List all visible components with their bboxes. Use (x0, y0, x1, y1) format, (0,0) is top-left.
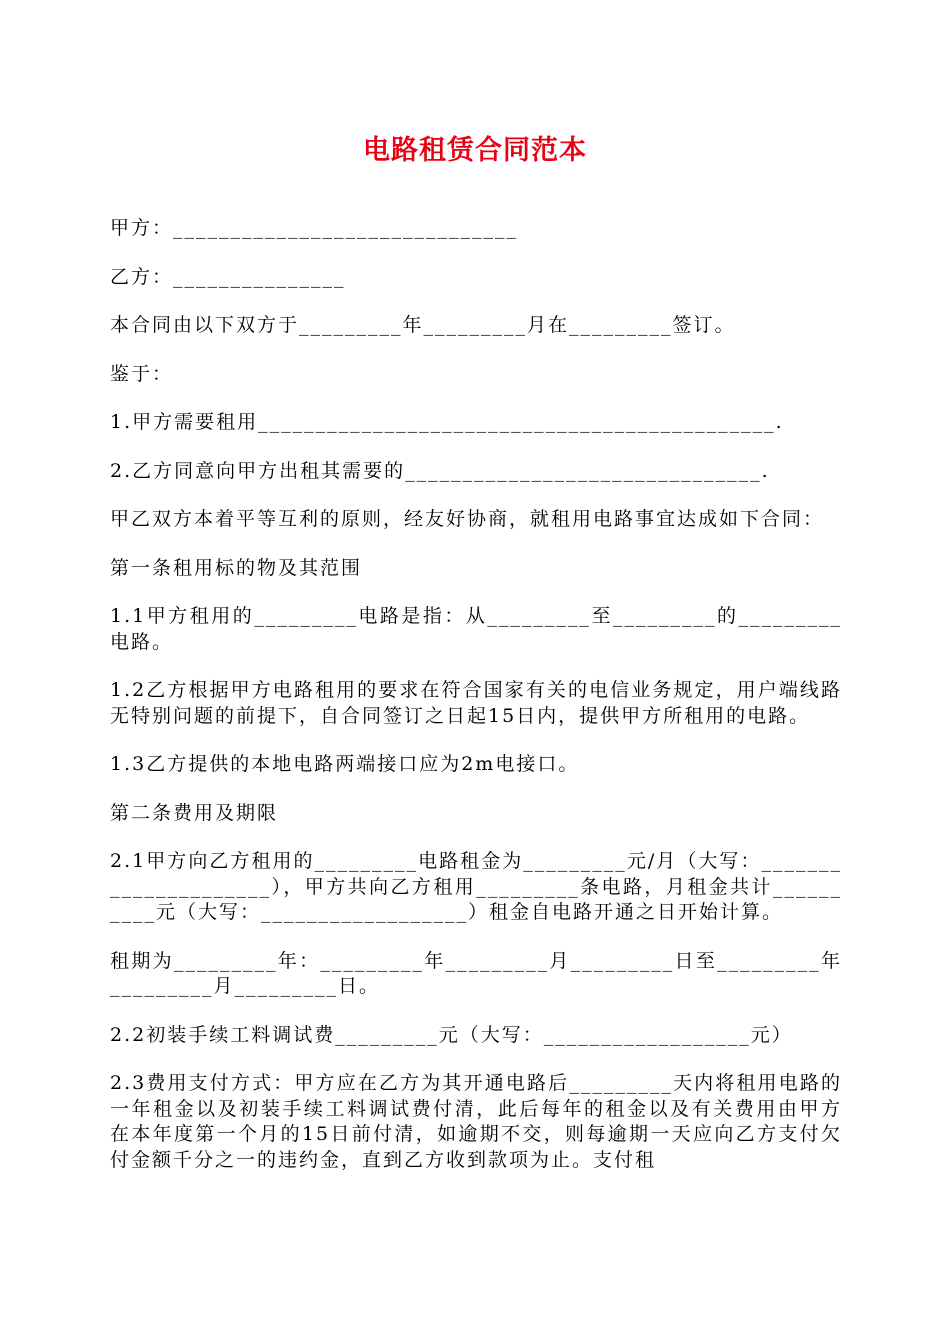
signing-date-line: 本合同由以下双方于_________年_________月在_________签订。 (110, 314, 736, 336)
whereas-item-2: 2.乙方同意向甲方出租其需要的_______________________________. (110, 459, 770, 482)
clause-1-2: 1.2乙方根据甲方电路租用的要求在符合国家有关的电信业务规定，用户端线路无特别问题的前提下，自合同签订之日起15日内，提供甲方所租用的电路。 (110, 679, 842, 727)
lease-term-line: 租期为_________年：_________年_________月_________日至_________年_________月_________日。 (110, 949, 842, 997)
clause-2-2: 2.2初装手续工料调试费_________元（大写：__________________元） (110, 1023, 793, 1046)
clause-2-3: 2.3费用支付方式：甲方应在乙方为其开通电路后_________天内将租用电路的一年租金以及初装手续工料调试费付清，此后每年的租金以及有关费用由甲方在本年度第一个月的15日前付清，如逾期不交，则每逾期一天应向乙方支付欠付金额千分之一的违约金，直到乙方收到款项为止。支付租 (110, 1072, 842, 1171)
whereas-item-1: 1.甲方需要租用_____________________________________________. (110, 411, 784, 433)
clause-1-3: 1.3乙方提供的本地电路两端接口应为2m电接口。 (110, 753, 580, 775)
document-title: 电路租赁合同范本 (363, 135, 587, 166)
preamble-paragraph: 甲乙双方本着平等互利的原则，经友好协商，就租用电路事宜达成如下合同： (110, 508, 825, 530)
document-body (110, 216, 842, 1196)
clause-2-1: 2.1甲方向乙方租用的_________电路租金为_________元/月（大写：_____________________），甲方共向乙方租用_________条电路，月租金共计__________元（大写：__________________）租金自电路开通之日开始计算。 (110, 850, 842, 923)
party-b-line: 乙方：_______________ (110, 265, 346, 288)
article-1-heading: 第一条租用标的物及其范围 (110, 556, 363, 579)
article-2-heading: 第二条费用及期限 (110, 801, 279, 824)
clause-1-1: 1.1甲方租用的_________电路是指：从_________至_________的_________电路。 (110, 605, 842, 653)
whereas-heading: 鉴于： (110, 362, 174, 385)
party-a-line: 甲方：______________________________ (110, 217, 519, 239)
